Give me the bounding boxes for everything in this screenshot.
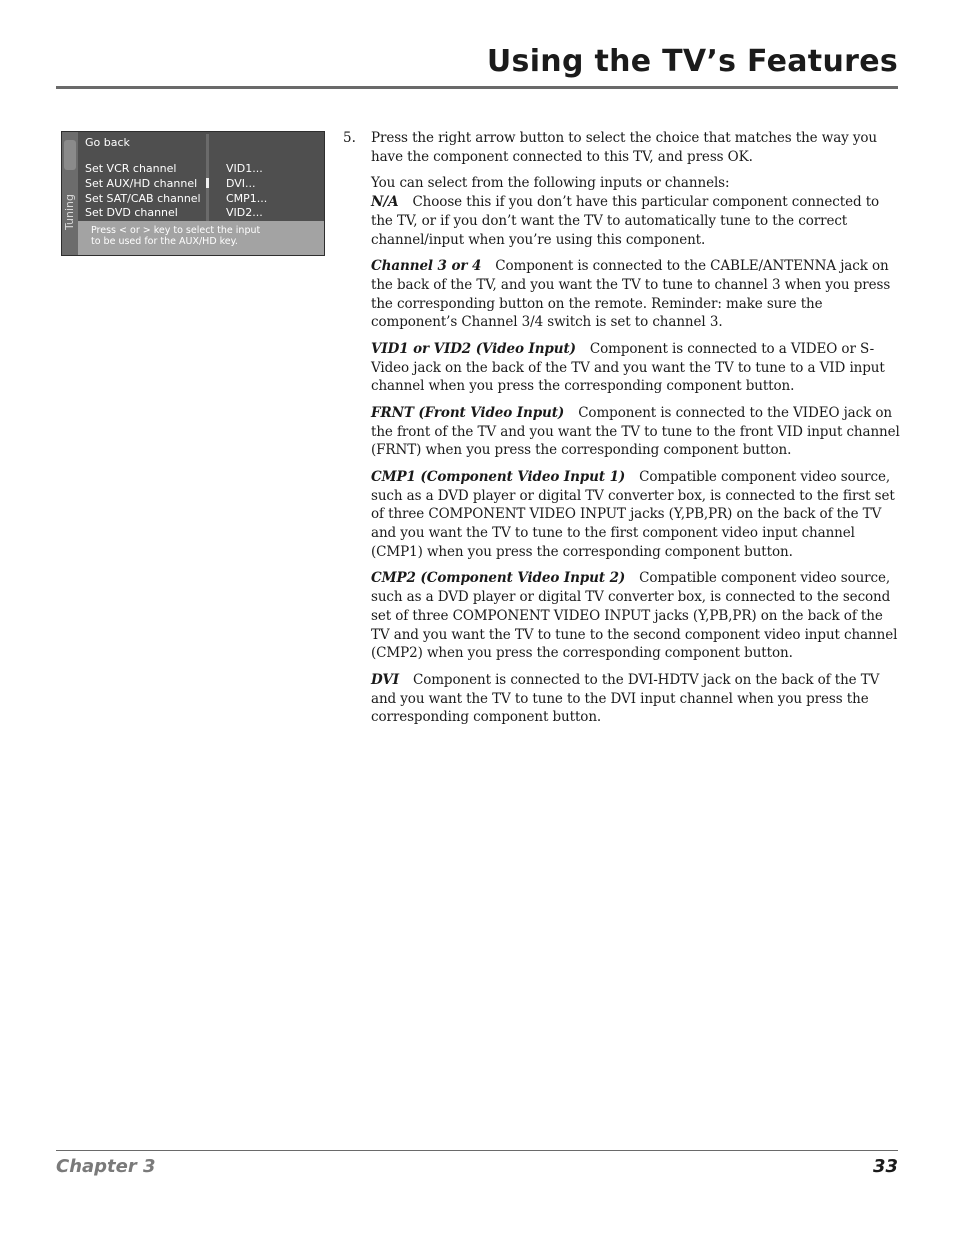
option-vid [371, 340, 901, 396]
option-frnt [371, 404, 901, 460]
footer-page-number: 33 [872, 1156, 898, 1177]
step-text: Press the right arrow button to select the choice that matches the way you have the component connected to this TV, and press OK. [371, 130, 878, 165]
page-title: Using the TV’s Features [486, 44, 898, 79]
option-dvi [371, 671, 901, 727]
option-text: Component is connected to the VIDEO jack on the front of the TV and you want the TV to tune to the front VID input channel (FRNT) when you press the corresponding component button. [371, 404, 900, 459]
option-text: Component is connected to the DVI-HDTV jack on the back of the TV and you want the TV to tune to the DVI input channel when you press the corresponding component button. [371, 671, 880, 726]
option-term: CMP2 (Component Video Input 2) [371, 570, 626, 587]
tuning-icon [64, 140, 76, 170]
footer-chapter: Chapter 3 [56, 1156, 156, 1177]
option-channel-3-4 [371, 257, 901, 332]
tuning-menu-screenshot [61, 131, 325, 256]
option-term: Channel 3 or 4 [371, 257, 482, 274]
menu-row-value: VID2... [226, 206, 263, 219]
option-na [371, 193, 901, 249]
option-term: FRNT (Front Video Input) [371, 404, 565, 421]
option-text: Choose this if you don’t have this particular component connected to the TV, or if you don’t want the TV to automatically tune to the correct channel/input when you’re using this component. [371, 193, 880, 248]
menu-row-label: Set SAT/CAB channel [85, 192, 201, 205]
step-intro: You can select from the following inputs or channels: [371, 175, 730, 192]
option-text: Component is connected to a VIDEO or S-Video jack on the back of the TV and you want the TV to tune to a VID input channel when you press the corresponding component button. [371, 340, 885, 395]
menu-side-label: Tuning [63, 193, 76, 230]
option-term: VID1 or VID2 (Video Input) [371, 340, 576, 357]
step-number: 5. [343, 130, 356, 146]
option-cmp2 [371, 569, 901, 663]
menu-row-label: Set VCR channel [85, 162, 177, 175]
option-term: DVI [371, 671, 399, 688]
menu-help-text [78, 221, 324, 255]
option-term: CMP1 (Component Video Input 1) [371, 468, 626, 485]
step-content [371, 129, 901, 735]
menu-cursor [206, 178, 209, 188]
option-text: Compatible component video source, such as a DVD player or digital TV converter box, is connected to the second set of three COMPONENT VIDEO INPUT jacks (Y,PB,PR) on the back of the TV and you want the TV to tune to the second component video input channel (CMP2) when you press the corresponding component button. [371, 570, 898, 662]
menu-help-line: to be used for the AUX/HD key. [91, 236, 238, 247]
menu-row-value: VID1... [226, 162, 263, 175]
option-cmp1 [371, 468, 901, 562]
menu-go-back: Go back [85, 136, 130, 149]
menu-row-value: DVI... [226, 177, 256, 190]
menu-row-label: Set DVD channel [85, 206, 178, 219]
option-text: Component is connected to the CABLE/ANTENNA jack on the back of the TV, and you want the TV to tune to channel 3 when you press the corresponding button on the remote. Reminder: make sure the component’s Channel 3/4 switch is set to channel 3. [371, 257, 891, 331]
option-term: N/A [371, 193, 399, 210]
title-rule [56, 86, 898, 89]
menu-row-value: CMP1... [226, 192, 268, 205]
footer-rule [56, 1150, 898, 1151]
menu-help-line: Press < or > key to select the input [91, 225, 261, 236]
option-text: Compatible component video source, such as a DVD player or digital TV converter box, is connected to the first set of three COMPONENT VIDEO INPUT jacks (Y,PB,PR) on the back of the TV and you want the TV to tune to the first component video input channel (CMP1) when you press the corresponding component button. [371, 468, 895, 560]
menu-row-label: Set AUX/HD channel [85, 177, 198, 190]
